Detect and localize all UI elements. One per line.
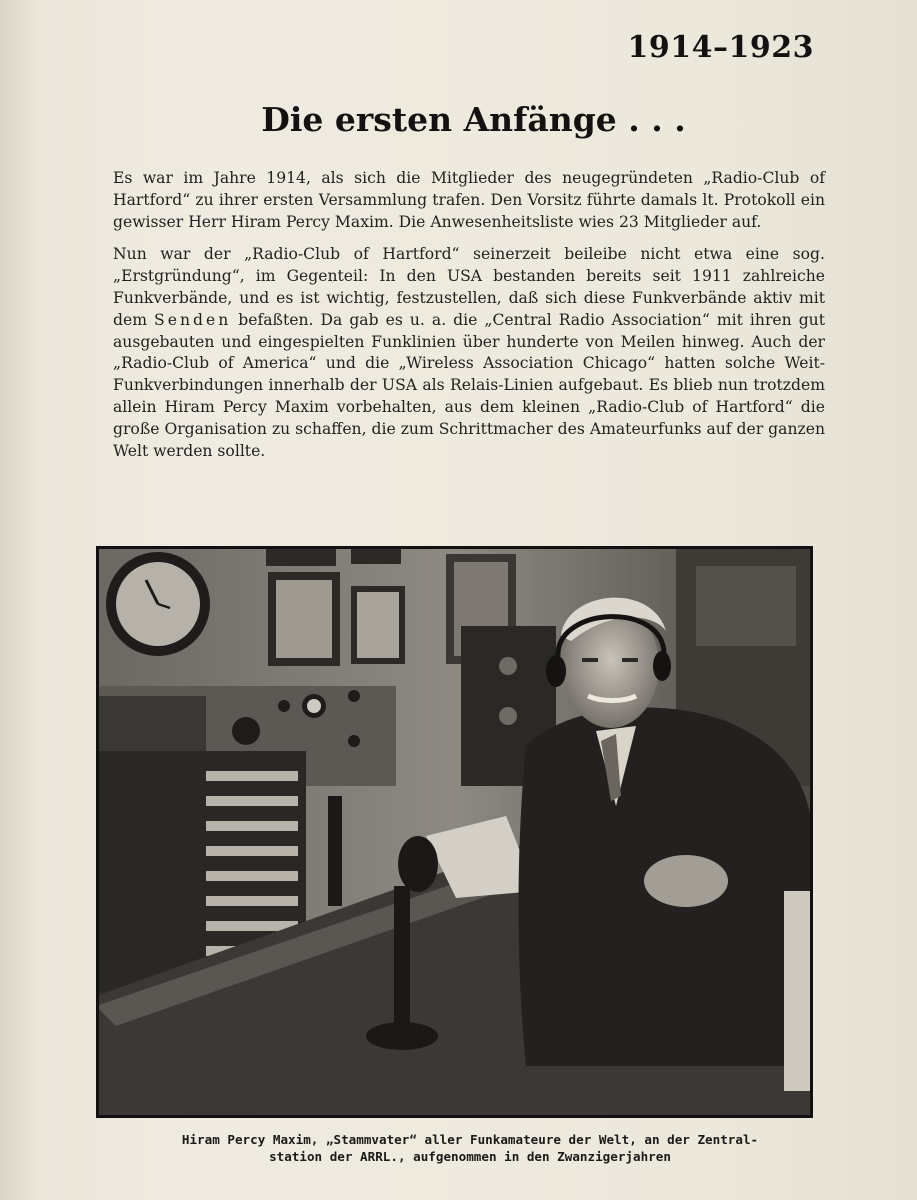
candlestick-telephone: [394, 886, 410, 1026]
paragraph-2-part-1: Nun war der „Radio-Club of Hartford“ seinerzeit beileibe nicht etwa eine sog. „Erstgründung“, im Gegenteil: In den USA bestanden bereits seit 1911 zahlreiche Funkverbände, und es ist wichtig, festzustellen, daß sich diese Funkverbände aktiv mit dem: [113, 245, 825, 329]
chapter-title: Die ersten Anfänge . . .: [261, 100, 686, 139]
paragraph-1: Es war im Jahre 1914, als sich die Mitglieder des neugegründeten „Radio-Club of Hartford“ zu ihrer ersten Versammlung trafen. Den Vorsitz führte damals lt. Protokoll ein gewisser Herr Hiram Percy Maxim. Die Anwesenheitsliste wies 23 Mitglieder auf.: [113, 169, 825, 231]
paragraph-2-part-2: befaßten. Da gab es u. a. die „Central Radio Association“ mit ihren gut ausgebauten und eingespielten Funklinien über hunderte von Meilen hinweg. Auch der „Radio-Club of America“ und die „Wireless Association Chicago“ hatten solche Weit-Funkverbindungen innerhalb der USA als Relais-Linien aufgebaut. Es blieb nun trotzdem allein Hiram Percy Maxim vorbehalten, aus dem kleinen „Radio-Club of Hartford“ die große Organisation zu schaffen, die zum Schrittmacher des Amateurfunks auf der ganzen Welt werden sollte.: [113, 310, 825, 460]
article-body: [113, 168, 825, 473]
man-hand: [644, 855, 728, 907]
paragraph-2: [113, 244, 825, 462]
portrait-photo: [96, 546, 813, 1118]
paragraph-2-emphasis: Senden: [154, 310, 232, 329]
caption-line-1: Hiram Percy Maxim, „Stammvater“ aller Funkamateure der Welt, an der Zentral-: [181, 1132, 759, 1147]
year-range-heading: 1914–1923: [627, 30, 814, 65]
photo-illustration: [96, 546, 813, 1118]
photo-caption: [110, 1131, 830, 1165]
caption-line-2: station der ARRL., aufgenommen in den Zwanzigerjahren: [269, 1149, 671, 1164]
